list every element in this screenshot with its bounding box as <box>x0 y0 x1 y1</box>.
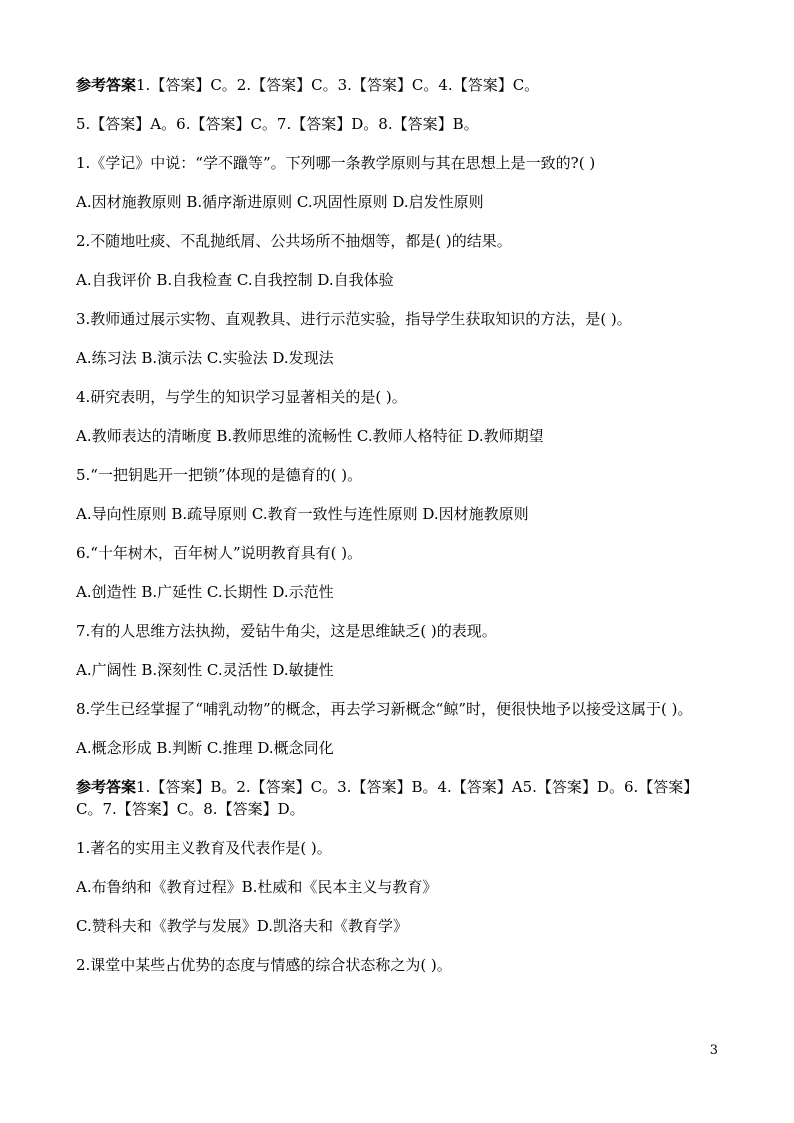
question-options: A.布鲁纳和《教育过程》B.杜威和《民本主义与教育》 <box>76 878 438 896</box>
answer-key-label: 参考答案 <box>76 778 137 796</box>
question-options: A.概念形成 B.判断 C.推理 D.概念同化 <box>76 739 334 757</box>
answer-key-label: 参考答案 <box>76 76 137 94</box>
page-number: 3 <box>709 1043 718 1058</box>
question-text: 2.不随地吐痰、不乱抛纸屑、公共场所不抽烟等，都是( )的结果。 <box>76 232 512 250</box>
question-options: A.导向性原则 B.疏导原则 C.教育一致性与连性原则 D.因材施教原则 <box>76 505 529 523</box>
question-options: A.教师表达的清晰度 B.教师思维的流畅性 C.教师人格特征 D.教师期望 <box>76 427 544 445</box>
question-text: 1.《学记》中说：“学不躐等”。下列哪一条教学原则与其在思想上是一致的?( ) <box>76 154 596 172</box>
question-text: 5.“一把钥匙开一把锁”体现的是德育的( )。 <box>76 466 363 484</box>
question-options: A.自我评价 B.自我检查 C.自我控制 D.自我体验 <box>76 271 394 289</box>
question-options: A.广阔性 B.深刻性 C.灵活性 D.敏捷性 <box>76 661 334 679</box>
question-text: 2.课堂中某些占优势的态度与情感的综合状态称之为( )。 <box>76 956 452 974</box>
question-options: A.练习法 B.演示法 C.实验法 D.发现法 <box>76 349 334 367</box>
page-content <box>76 74 724 993</box>
question-options: A.因材施教原则 B.循序渐进原则 C.巩固性原则 D.启发性原则 <box>76 193 484 211</box>
question-text: 8.学生已经掌握了“哺乳动物”的概念，再去学习新概念“鲸”时，便很快地予以接受这属于( )。 <box>76 700 693 718</box>
answer-key-text: 1.【答案】B。2.【答案】C。3.【答案】B。4.【答案】A5.【答案】D。6.【答案】C。7.【答案】C。8.【答案】D。 <box>76 778 699 818</box>
answer-key-line: 5.【答案】A。6.【答案】C。7.【答案】D。8.【答案】B。 <box>76 115 479 133</box>
question-text: 1.著名的实用主义教育及代表作是( )。 <box>76 839 332 857</box>
answer-key-text: 1.【答案】C。2.【答案】C。3.【答案】C。4.【答案】C。 <box>136 76 540 94</box>
question-text: 7.有的人思维方法执拗，爱钻牛角尖，这是思维缺乏( )的表现。 <box>76 622 497 640</box>
question-text: 6.“十年树木，百年树人”说明教育具有( )。 <box>76 544 363 562</box>
question-text: 4.研究表明，与学生的知识学习显著相关的是( )。 <box>76 388 407 406</box>
question-options: C.赞科夫和《教学与发展》D.凯洛夫和《教育学》 <box>76 917 408 935</box>
answer-key-line <box>76 74 724 96</box>
question-options: A.创造性 B.广延性 C.长期性 D.示范性 <box>76 583 334 601</box>
answer-key-line <box>76 776 724 820</box>
question-text: 3.教师通过展示实物、直观教具、进行示范实验，指导学生获取知识的方法，是( )。 <box>76 310 632 328</box>
